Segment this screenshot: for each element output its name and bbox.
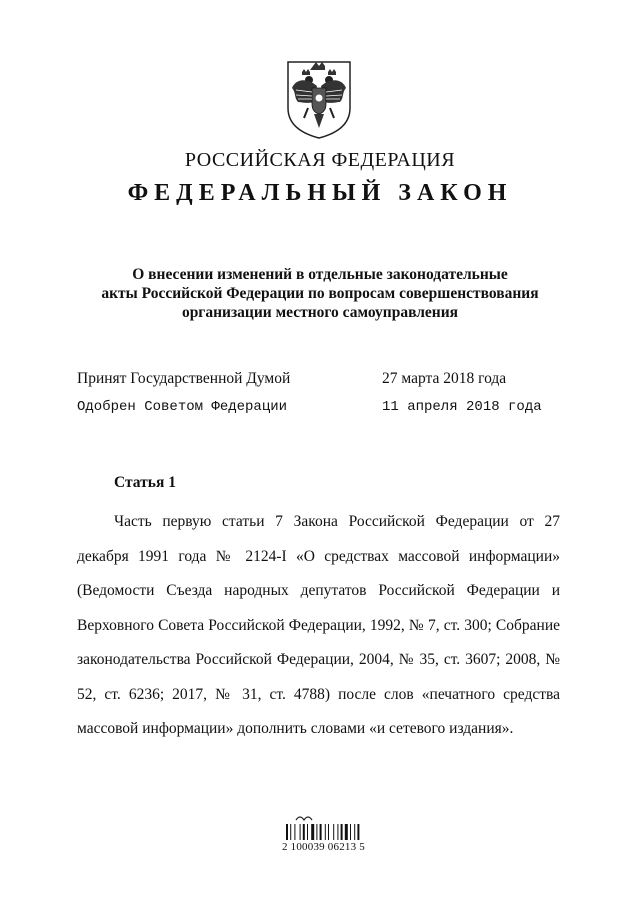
country-name: РОССИЙСКАЯ ФЕДЕРАЦИЯ <box>184 149 456 171</box>
barcode-icon <box>282 810 372 866</box>
council-approval-label: Одобрен Советом Федерации <box>77 399 288 415</box>
duma-adoption-date: 27 марта 2018 года <box>382 370 507 387</box>
duma-adoption-label: Принят Государственной Думой <box>77 370 291 387</box>
document-type: ФЕДЕРАЛЬНЫЙ ЗАКОН <box>127 180 513 206</box>
barcode-number: 2 100039 06213 5 <box>282 841 365 853</box>
council-approval-date: 11 апреля 2018 года <box>382 399 542 415</box>
article-text: Часть первую статьи 7 Закона Российской Федерации от 27 декабря 1991 года № 2124-I «О средствах массовой информации» (Ведомости Съезда народных депутатов Российской Федерации и Верховного Совета Российской Федерации, 1992, № 7, ст. 300; Собрание законодательства Российской Федерации, 2004, № 35, ст. 3607; 2008, № 52, ст. 6236; 2017, № 31, ст. 4788) после слов «печатного средства массовой информации» дополнить словами «и сетевого издания». <box>77 513 560 737</box>
subject-line: О внесении изменений в отдельные законодательные <box>132 266 508 283</box>
coat-of-arms-icon <box>284 58 354 140</box>
law-subject <box>60 265 580 322</box>
subject-line: организации местного самоуправления <box>181 304 459 321</box>
subject-line: акты Российской Федерации по вопросам совершенствования <box>101 285 539 302</box>
article-heading: Статья 1 <box>114 474 176 491</box>
